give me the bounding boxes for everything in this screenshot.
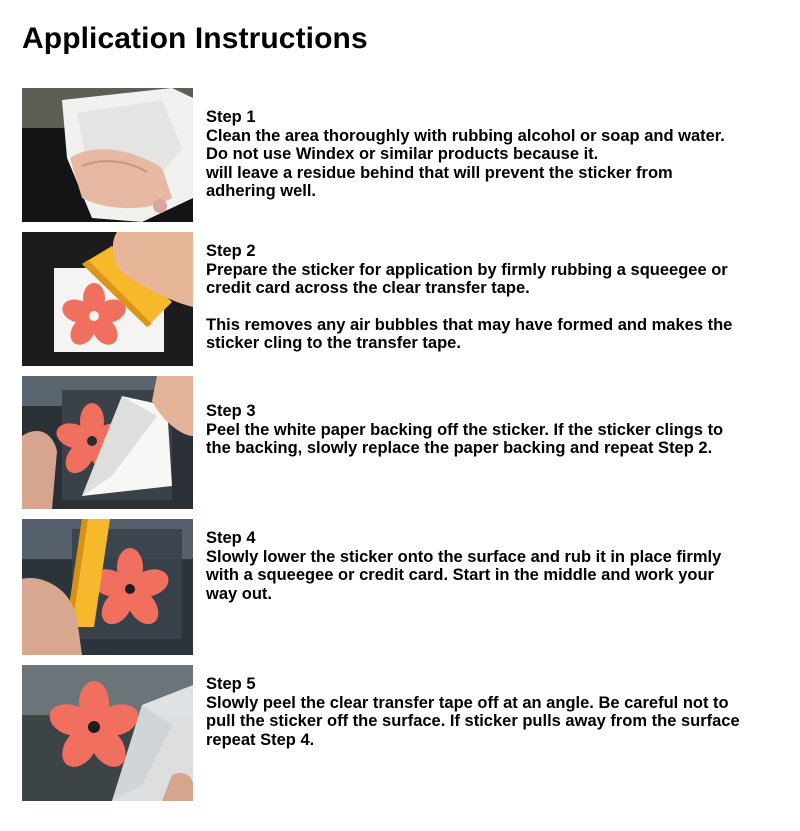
step-4-text: [206, 529, 796, 603]
step-line: the backing, slowly replace the paper backing and repeat Step 2.: [206, 439, 713, 457]
step-3-text: [206, 402, 796, 458]
step-heading: Step 3: [206, 402, 256, 420]
step-line: Do not use Windex or similar products because it.: [206, 145, 599, 163]
step-line: Slowly lower the sticker onto the surface and rub it in place firmly: [206, 547, 722, 566]
step-5-text: [206, 675, 796, 749]
step-line: pull the sticker off the surface. If sticker pulls away from the surface: [206, 712, 740, 730]
step-1-photo: [22, 88, 193, 222]
step-line: This removes any air bubbles that may have formed and makes the: [206, 315, 733, 334]
step-line: Prepare the sticker for application by firmly rubbing a squeegee or: [206, 260, 728, 279]
step-line: repeat Step 4.: [206, 730, 315, 749]
step-line: way out.: [206, 584, 273, 603]
step-line: Clean the area thoroughly with rubbing alcohol or soap and water.: [206, 126, 725, 145]
step-line: Peel the white paper backing off the sticker. If the sticker clings to: [206, 420, 724, 439]
step-1-text: [206, 108, 796, 201]
step-line: with a squeegee or credit card. Start in the middle and work your: [206, 566, 714, 584]
step-line: credit card across the clear transfer tape.: [206, 279, 530, 297]
step-line: Slowly peel the clear transfer tape off at an angle. Be careful not to: [206, 693, 729, 712]
step-line: adhering well.: [206, 182, 317, 200]
step-line: sticker cling to the transfer tape.: [206, 334, 461, 352]
step-2-photo: [22, 232, 193, 366]
step-heading: Step 1: [206, 108, 256, 126]
step-heading: Step 5: [206, 675, 256, 693]
step-3-photo: [22, 376, 193, 509]
step-2-text: [206, 242, 796, 353]
step-heading: Step 4: [206, 529, 256, 547]
step-line: will leave a residue behind that will prevent the sticker from: [206, 163, 673, 182]
step-5-photo: [22, 665, 193, 801]
page-title: Application Instructions: [22, 22, 368, 55]
step-heading: Step 2: [206, 242, 256, 260]
step-4-photo: [22, 519, 193, 655]
